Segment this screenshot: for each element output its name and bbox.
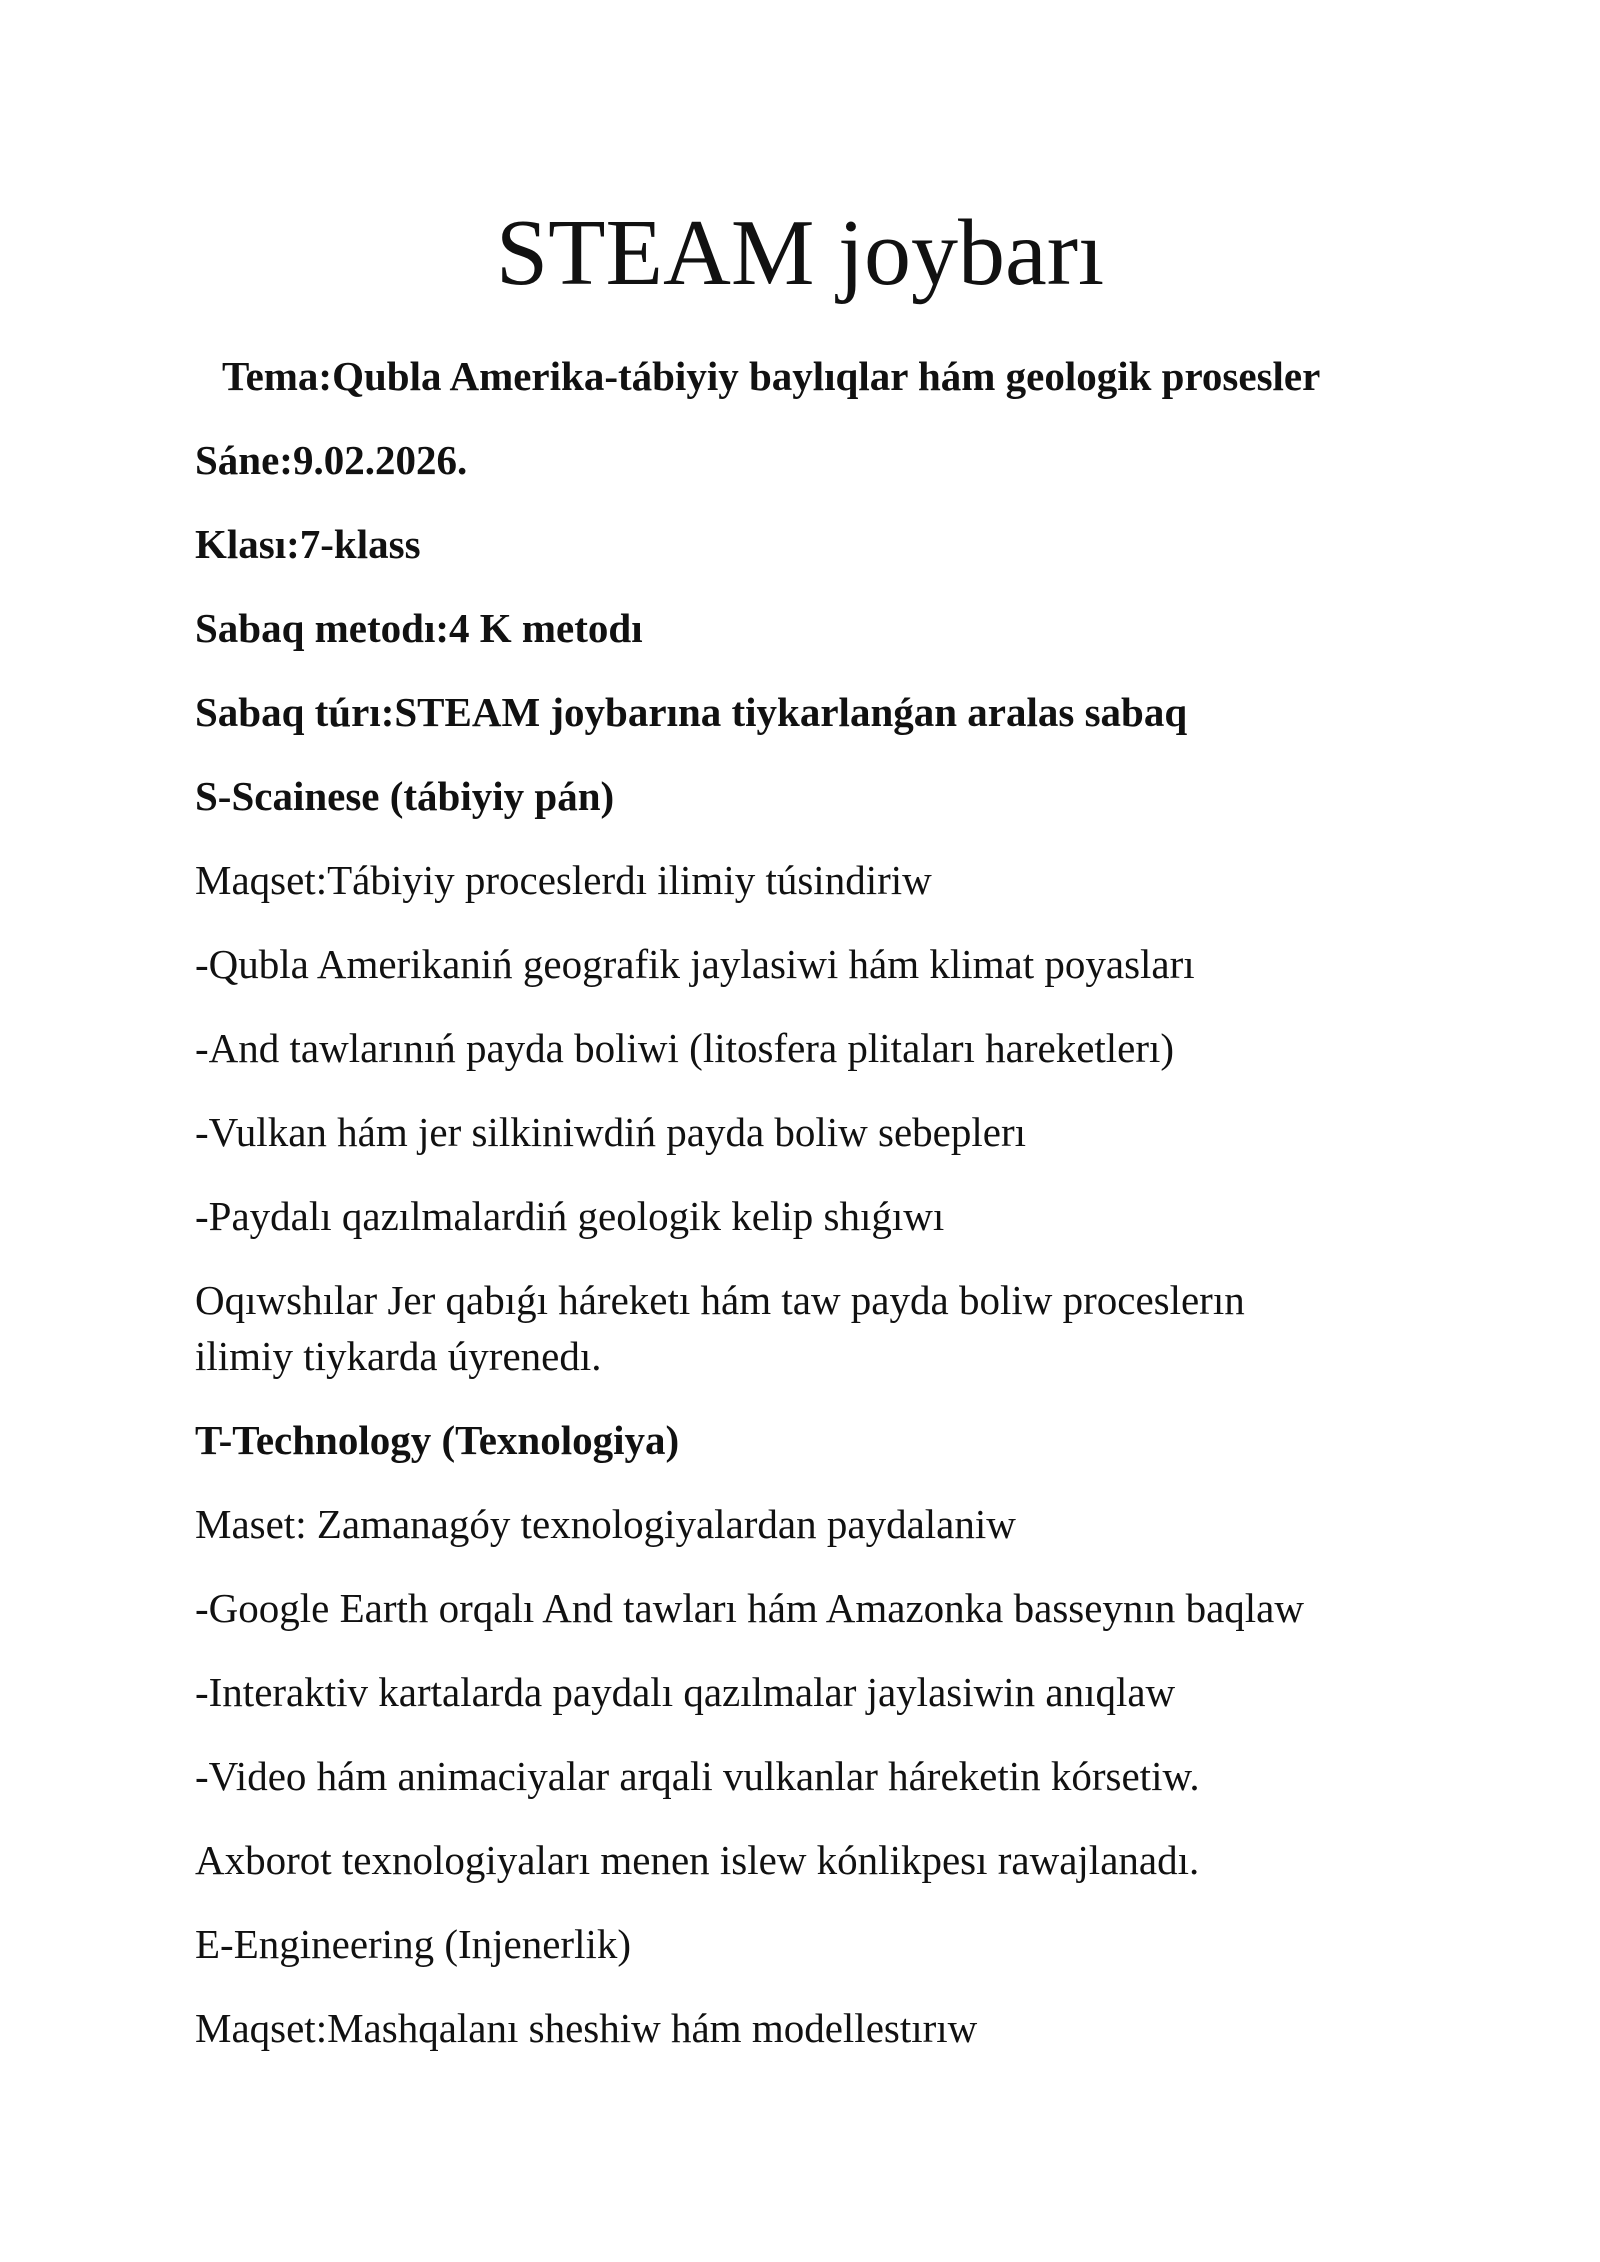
engineering-heading: E-Engineering (Injenerlik) bbox=[195, 1921, 632, 1967]
technology-heading: T-Technology (Texnologiya) bbox=[195, 1417, 680, 1463]
science-item: -Qubla Amerikaniń geografik jaylasiwi hám klimat poyasları bbox=[195, 941, 1195, 987]
science-goal: Maqset:Tábiyiy proceslerdı ilimiy túsindiriw bbox=[195, 857, 932, 903]
technology-item: -Video hám animaciyalar arqali vulkanlar háreketin kórsetiw. bbox=[195, 1753, 1200, 1799]
engineering-goal: Maqset:Mashqalanı sheshiw hám modellestırıw bbox=[195, 2005, 978, 2051]
science-item: -Paydalı qazılmalardiń geologik kelip shıǵıwı bbox=[195, 1193, 945, 1239]
technology-item: -Interaktiv kartalarda paydalı qazılmalar jaylasiwin anıqlaw bbox=[195, 1669, 1176, 1715]
class-line: Klası:7-klass bbox=[195, 521, 421, 567]
document-title: STEAM joybarı bbox=[495, 201, 1105, 305]
technology-goal: Maset: Zamanagóy texnologiyalardan paydalaniw bbox=[195, 1501, 1016, 1547]
topic-line: Tema:Qubla Amerika-tábiyiy baylıqlar hám geologik prosesler bbox=[222, 353, 1321, 399]
science-summary: Oqıwshılar Jer qabıǵı háreketı hám taw payda boliw proceslerın ilimiy tiykarda úyrenedı. bbox=[195, 1277, 1245, 1379]
science-item: -Vulkan hám jer silkiniwdiń payda boliw sebeplerı bbox=[195, 1109, 1027, 1155]
science-heading: S-Scainese (tábiyiy pán) bbox=[195, 773, 615, 819]
technology-item: -Google Earth orqalı And tawları hám Amazonka basseynın baqlaw bbox=[195, 1585, 1304, 1631]
science-item: -And tawlarınıń payda boliwi (litosfera plitaları hareketlerı) bbox=[195, 1025, 1175, 1071]
lesson-type-line: Sabaq túrı:STEAM joybarına tiykarlanǵan aralas sabaq bbox=[195, 689, 1188, 735]
technology-summary: Axborot texnologiyaları menen islew kónlikpesı rawajlanadı. bbox=[195, 1837, 1200, 1883]
lesson-method-line: Sabaq metodı:4 K metodı bbox=[195, 605, 643, 651]
date-line: Sáne:9.02.2026. bbox=[195, 437, 468, 483]
